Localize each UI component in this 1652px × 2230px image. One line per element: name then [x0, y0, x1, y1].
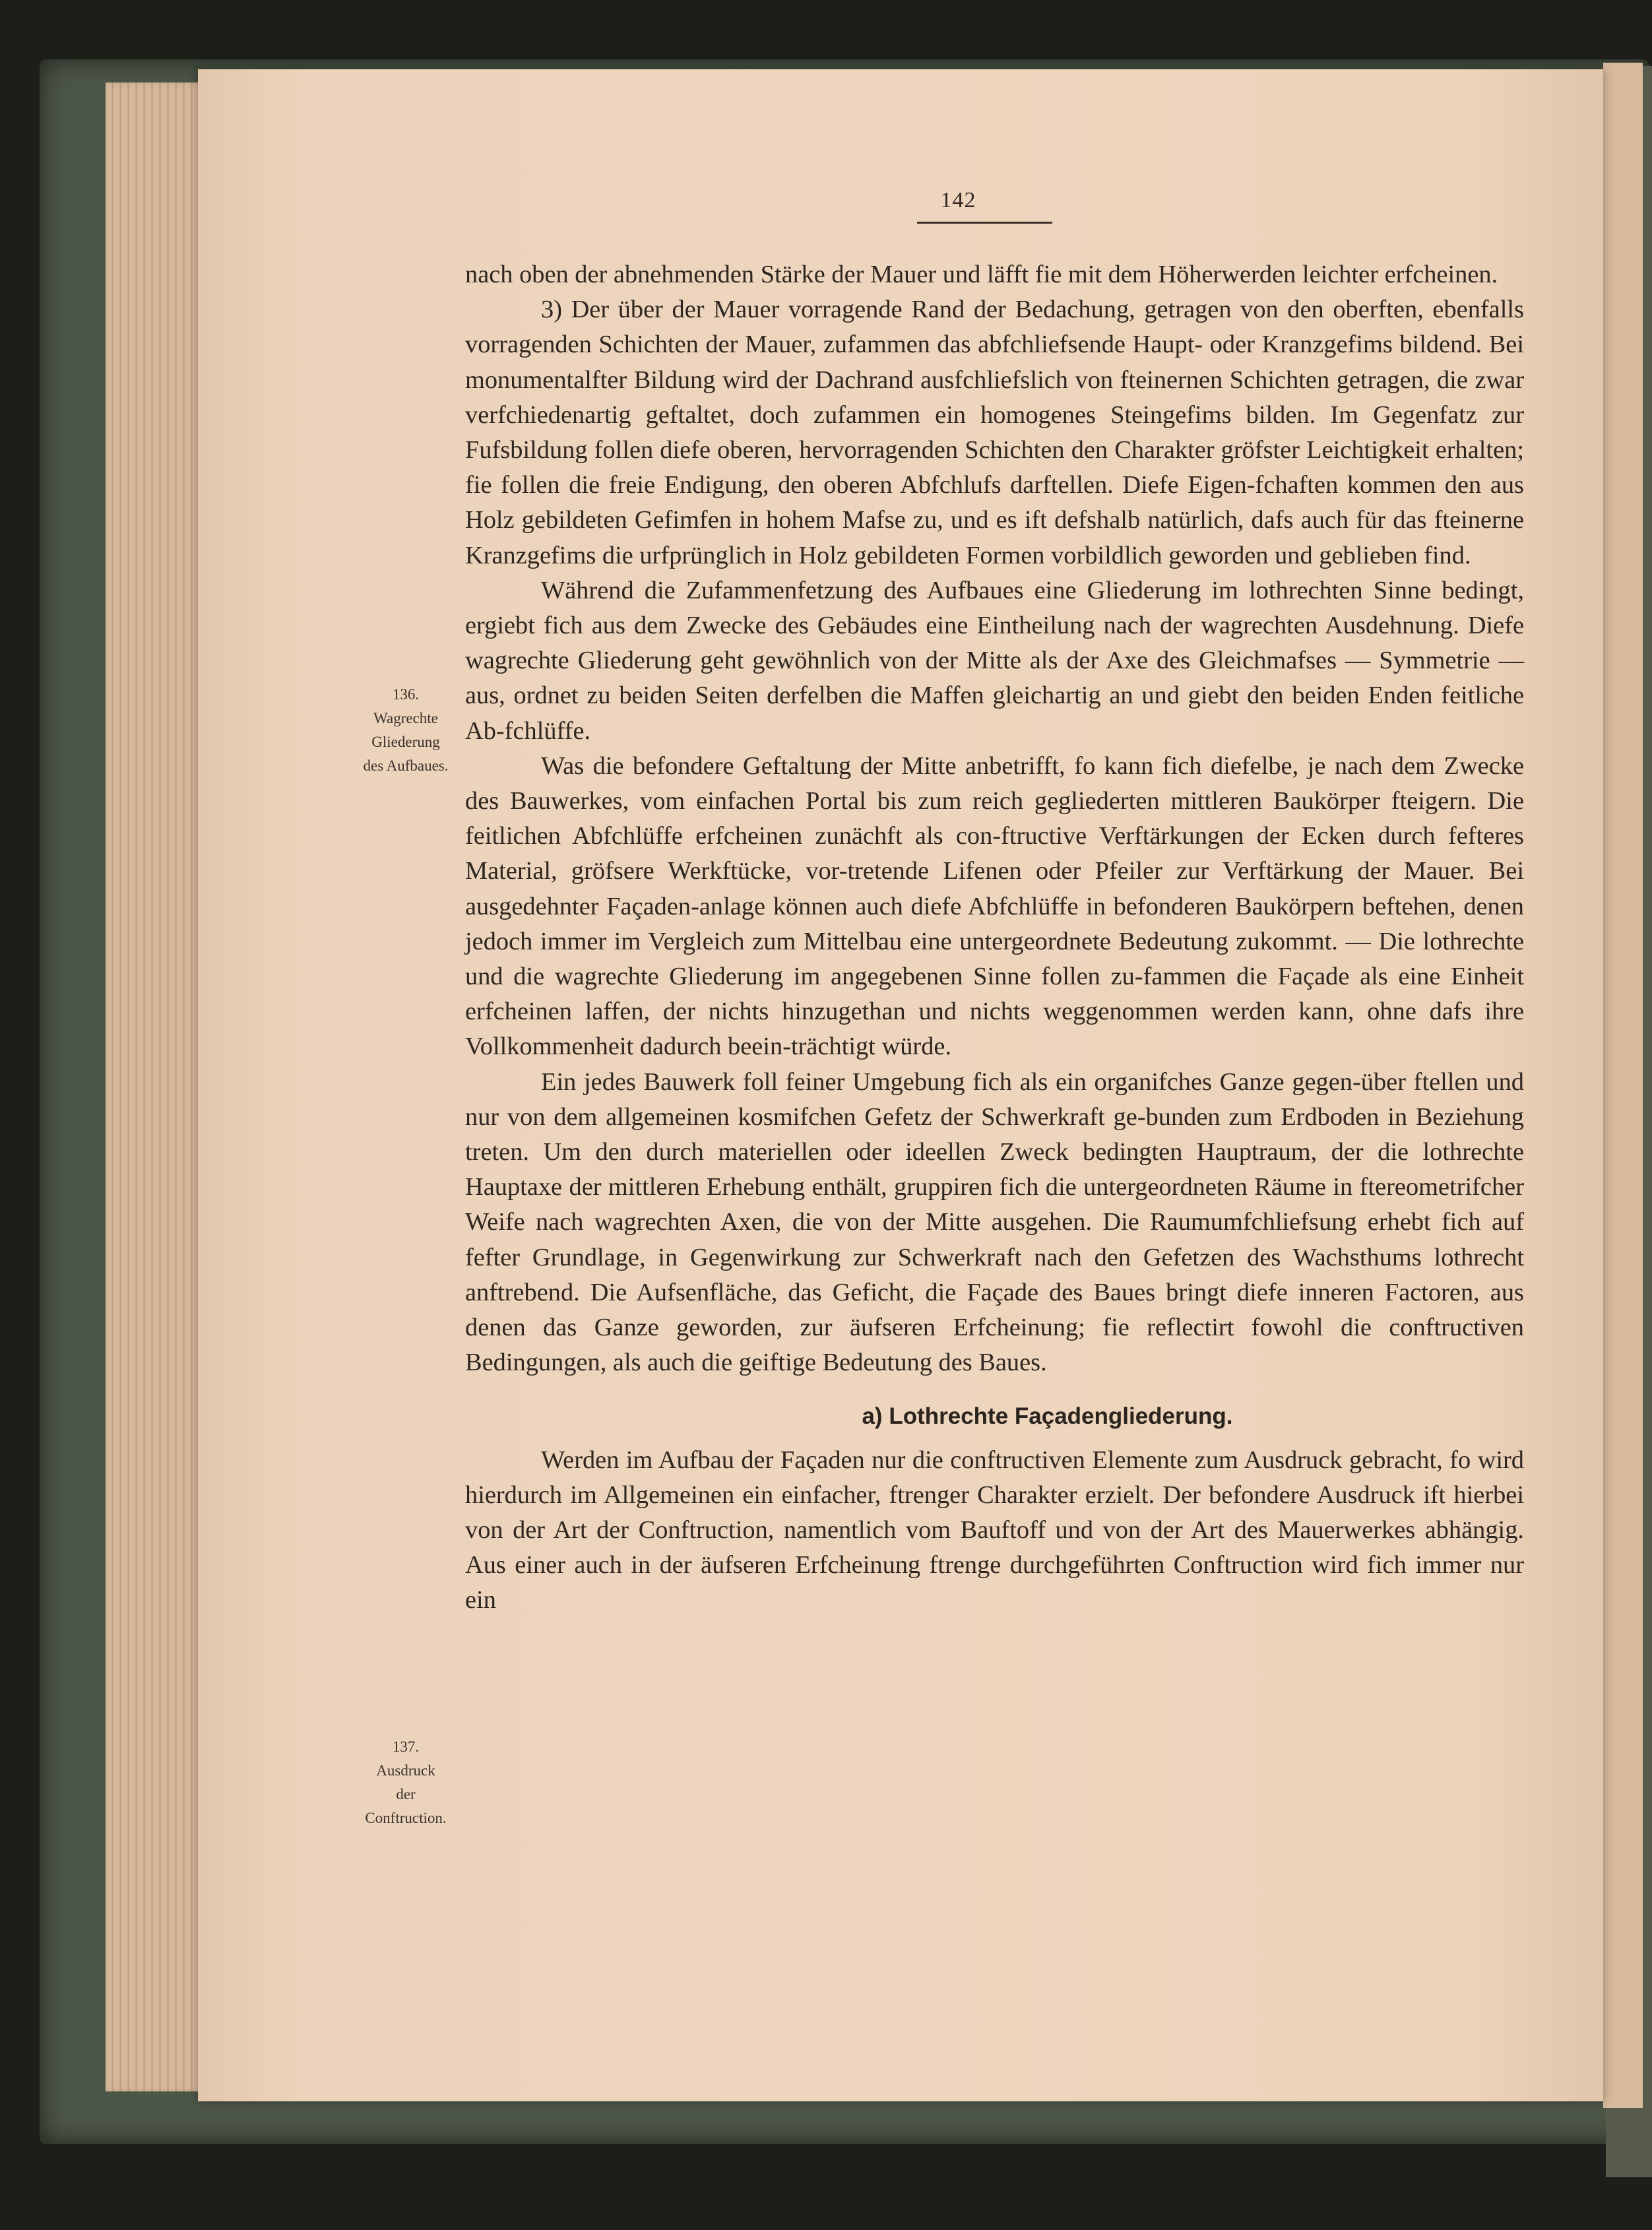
paragraph: Werden im Aufbau der Façaden nur die conftructiven Elemente zum Ausdruck gebracht, fo wird hierdurch im Allgemeinen ein einfacher, ftrenger Charakter erzielt. Der befondere Ausdruck ift hierbei von der Art der Conftruction, namentlich vom Bauftoff und von der Art des Mauerwerkes abhängig. Aus einer auch in der äufseren Erfcheinung ftrenge durchgeführten Conftruction wird fich immer nur ein — [465, 1446, 1524, 1614]
sidenote-137 — [343, 1735, 468, 1830]
sidenote-number: 136. — [392, 686, 420, 703]
sidenote-line: Gliederung — [371, 734, 440, 750]
sidenote-line: des Aufbaues. — [363, 757, 449, 774]
section-heading: a) Lothrechte Façadengliederung. — [862, 1403, 1233, 1429]
page-number-rule — [917, 222, 1052, 224]
sidenote-line: Wagrechte — [373, 710, 438, 726]
paragraph: 3) Der über der Mauer vorragende Rand der Bedachung, getragen von den oberften, ebenfalls vorragenden Schichten der Mauer, zufammen das abfchliefsende Haupt- oder Kranzgefims bildend. Bei monumentalfter Bildung wird der Dachrand ausfchliefslich von fteinernen Schichten getragen, die zwar verfchiedenartig geftaltet, doch zufammen ein homogenes Steingefims bilden. Im Gegenfatz zur Fufsbildung follen diefe oberen, hervorragenden Schichten den Charakter gröfster Leichtigkeit erhalten; fie follen die freie Endigung, den oberen Abfchlufs darftellen. Diefe Eigen-fchaften kommen den aus Holz gebildeten Gefimfen in hohem Mafse zu, und es ift defshalb natürlich, dafs auch für das fteinerne Kranzgefims die urfprünglich in Holz gebildeten Formen vorbildlich geworden und geblieben find. — [465, 296, 1524, 569]
paragraph: Was die befondere Geftaltung der Mitte anbetrifft, fo kann fich diefelbe, je nach dem Zwecke des Bauwerkes, vom einfachen Portal bis zum reich gegliederten mittleren Baukörper fteigern. Die feitlichen Abfchlüffe erfcheinen zunächft als con-ftructive Verftärkungen der Ecken durch fefteres Material, gröfsere Werkftücke, vor-tretende Lifenen oder Pfeiler zur Verftärkung der Mauer. Bei ausgedehnter Façaden-anlage können auch diefe Abfchlüffe in befonderen Baukörpern beftehen, denen jedoch immer im Vergleich zum Mittelbau eine untergeordnete Bedeutung zukommt. — Die lothrechte und die wagrechte Gliederung im angegebenen Sinne follen zu-fammen die Façade als eine Einheit erfcheinen laffen, der nichts hinzugethan und nichts weggenommen werden kann, ohne dafs ihre Vollkommenheit dadurch beein-trächtigt würde. — [465, 751, 1524, 1061]
paragraph: Ein jedes Bauwerk foll feiner Umgebung fich als ein organifches Ganze gegen-über ftellen und nur von dem allgemeinen kosmifchen Gefetz der Schwerkraft ge-bunden zum Erdboden in Beziehung treten. Um den durch materiellen oder ideellen Zweck bedingten Hauptraum, der die lothrechte Hauptaxe der mittleren Erhebung enthält, gruppiren fich die untergeordneten Räume in ftereometrifcher Weife nach wagrechten Axen, die von der Mitte ausgehen. Die Raumumfchliefsung erhebt fich auf fefter Grundlage, in Gegenwirkung zur Schwerkraft nach den Gefetzen des Wachsthums lothrecht anftrebend. Die Aufsenfläche, das Geficht, die Façade des Baues bringt diefe inneren Factoren, aus denen das Ganze geworden, zur äufseren Erfcheinung; fie reflectirt fowohl die conftructiven Bedingungen, als auch die geiftige Bedeutung des Baues. — [465, 1067, 1524, 1377]
page-edges — [106, 82, 211, 2091]
sidenote-number: 137. — [392, 1738, 420, 1755]
main-text — [465, 257, 1524, 1618]
facing-page-edge — [1603, 63, 1643, 2108]
sidenote-line: Ausdruck — [376, 1762, 435, 1779]
sidenote-line: Conftruction. — [365, 1810, 447, 1826]
paragraph: Während die Zufammenfetzung des Aufbaues eine Gliederung im lothrechten Sinne bedingt, ergiebt fich aus dem Zwecke des Gebäudes eine Eintheilung nach der wagrechten Ausdehnung. Diefe wagrechte Gliederung geht gewöhnlich von der Mitte als der Axe des Gleichmafses — Symmetrie — aus, ordnet zu beiden Seiten derfelben die Maffen gleichartig an und giebt den beiden Enden feitliche Ab-fchlüffe. — [465, 576, 1524, 745]
paragraph: nach oben der abnehmenden Stärke der Mauer und läfft fie mit dem Höherwerden leichter erfcheinen. — [465, 261, 1498, 288]
sidenote-136 — [346, 683, 465, 778]
sidenote-line: der — [396, 1786, 416, 1802]
page-number: 142 — [940, 188, 976, 212]
